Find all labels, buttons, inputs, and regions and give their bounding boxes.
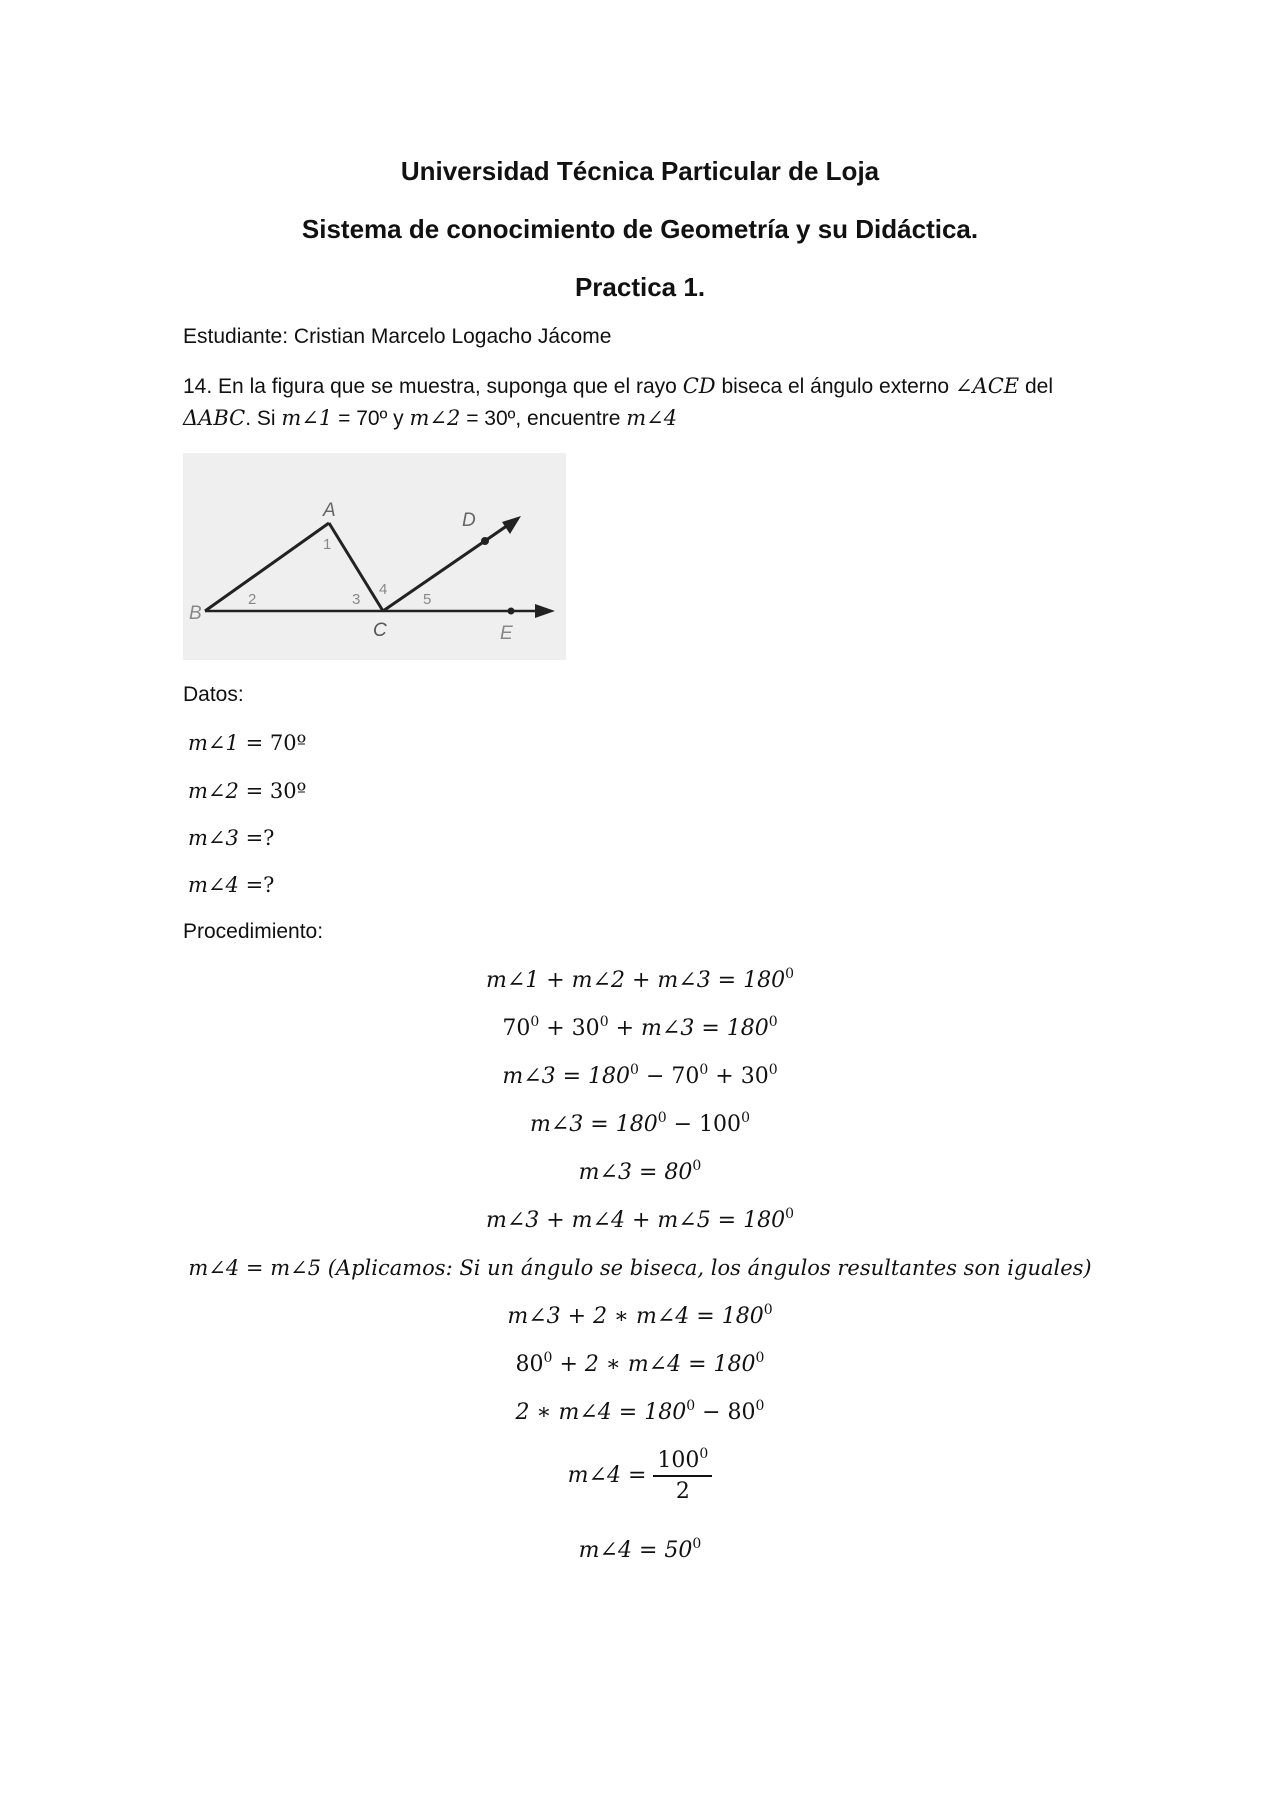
- problem-text-c: del: [1024, 375, 1053, 398]
- triangle-label: ΔABC: [183, 406, 246, 430]
- label-e: E: [500, 623, 513, 644]
- problem-statement-line-1: [183, 374, 1053, 399]
- eq-text: m∠3 + 2 ∗ m∠4 = 180: [507, 1304, 764, 1329]
- eq-text: m∠3 = 80: [578, 1160, 693, 1185]
- eq-text: 100: [657, 1448, 700, 1473]
- datum-lhs: m∠2: [188, 779, 239, 803]
- degree-sup: 0: [599, 1014, 609, 1030]
- eq-text: m∠4 = 50: [578, 1538, 693, 1563]
- ray-cd: [383, 523, 511, 611]
- angle-4-label: 4: [379, 581, 388, 598]
- eq-text: − 70: [638, 1064, 700, 1089]
- eq-text: + 2 ∗ m∠4 = 180: [552, 1352, 756, 1377]
- geometry-figure: [183, 453, 566, 660]
- datum-lhs: m∠1: [188, 731, 239, 755]
- angle-2-label: 2: [248, 591, 257, 608]
- degree-sup: 0: [686, 1398, 696, 1414]
- eq-text: 80: [515, 1352, 544, 1377]
- m2-label: m∠2: [409, 406, 461, 430]
- practice-title: Practica 1.: [574, 272, 706, 302]
- degree-sup: 0: [755, 1398, 765, 1414]
- problem-number: 14.: [183, 375, 213, 398]
- eq-text: + m∠3 = 180: [608, 1016, 769, 1041]
- arrow-d-icon: [502, 516, 521, 534]
- point-e-dot: [508, 608, 515, 615]
- procedimiento-label: Procedimiento:: [183, 920, 324, 943]
- angle-3-label: 3: [352, 591, 361, 608]
- label-b: B: [189, 603, 202, 624]
- equation-step-7: [0, 1256, 1280, 1280]
- degree-sup: 0: [785, 1206, 795, 1222]
- problem-text-b: biseca el ángulo externo: [721, 375, 950, 398]
- segment-ba: [205, 523, 332, 611]
- equation-step-8: [0, 1304, 1280, 1329]
- eq-text: m∠3 + m∠4 + m∠5 = 180: [485, 1208, 786, 1233]
- student-line: Estudiante: Cristian Marcelo Logacho Jácome: [183, 325, 612, 348]
- problem-text-f: , encuentre: [515, 407, 621, 430]
- angle-5-label: 5: [423, 591, 432, 608]
- equation-step-3: [0, 1064, 1280, 1089]
- equation-step-10: [0, 1400, 1280, 1425]
- datum-rhs: =?: [245, 873, 275, 897]
- datum-rhs: =?: [245, 826, 275, 850]
- triangle-diagram: [183, 453, 566, 660]
- angle-label: ∠ACE: [954, 374, 1020, 398]
- degree-sup: 0: [530, 1014, 540, 1030]
- arrow-e-icon: [535, 604, 555, 618]
- equation-step-1: [0, 968, 1280, 993]
- problem-text-d: . Si: [245, 407, 276, 430]
- datum-item: [188, 826, 274, 850]
- datos-label: Datos:: [183, 683, 244, 706]
- ray-label: CD: [682, 374, 716, 398]
- datum-item: [188, 779, 306, 803]
- datum-item: [188, 731, 306, 755]
- angle-1-label: 1: [323, 536, 332, 553]
- point-d-dot: [481, 537, 489, 545]
- label-d: D: [462, 510, 476, 531]
- datum-rhs: = 30º: [245, 779, 307, 803]
- eq-text: − 80: [695, 1400, 756, 1425]
- degree-sup: 0: [699, 1062, 709, 1078]
- degree-sup: 0: [699, 1446, 709, 1462]
- university-title: Universidad Técnica Particular de Loja: [400, 156, 880, 186]
- eq-text: m∠3 = 180: [530, 1112, 658, 1137]
- degree-sup: 0: [692, 1536, 702, 1552]
- eq-text: m∠1 + m∠2 + m∠3 = 180: [485, 968, 786, 993]
- eq-text: − 100: [666, 1112, 742, 1137]
- degree-sup: 0: [763, 1302, 773, 1318]
- m4-label: m∠4: [626, 406, 678, 430]
- degree-sup: 0: [630, 1062, 639, 1078]
- label-c: C: [373, 620, 387, 641]
- m2-value: = 30º: [466, 407, 516, 430]
- equation-step-2: [0, 1016, 1280, 1041]
- equation-step-12: [0, 1538, 1280, 1563]
- problem-statement-line-2: [183, 406, 677, 431]
- m1-label: m∠1: [281, 406, 333, 430]
- eq-text: m∠3 = 180: [502, 1064, 631, 1089]
- eq-text: + 30: [539, 1016, 600, 1041]
- degree-sup: 0: [768, 1062, 778, 1078]
- datum-lhs: m∠4: [188, 873, 239, 897]
- equation-step-5: [0, 1160, 1280, 1185]
- problem-text-e: y: [393, 407, 404, 430]
- equation-step-4: [0, 1112, 1280, 1137]
- eq-text: 70: [502, 1016, 531, 1041]
- degree-sup: 0: [692, 1158, 702, 1174]
- eq-text: + 30: [708, 1064, 769, 1089]
- equation-step-9: [0, 1352, 1280, 1377]
- eq-text: m∠4 =: [567, 1463, 647, 1488]
- fraction-numerator: [653, 1448, 712, 1477]
- label-a: A: [323, 500, 336, 521]
- eq-text: m∠4 = m∠5 (Aplicamos: Si un ángulo se biseca, los ángulos resultantes son iguales): [188, 1256, 1092, 1280]
- m1-value: = 70º: [338, 407, 388, 430]
- course-title: Sistema de conocimiento de Geometría y su Didáctica.: [301, 214, 979, 244]
- degree-sup: 0: [741, 1110, 750, 1126]
- degree-sup: 0: [785, 966, 795, 982]
- fraction-denominator: 2: [675, 1479, 690, 1504]
- fraction: [653, 1448, 712, 1504]
- problem-text-a: En la figura que se muestra, suponga que el rayo: [218, 375, 677, 398]
- eq-text: 2 ∗ m∠4 = 180: [515, 1400, 687, 1425]
- degree-sup: 0: [543, 1350, 553, 1366]
- datum-lhs: m∠3: [188, 826, 239, 850]
- equation-step-11: [0, 1448, 1280, 1504]
- degree-sup: 0: [657, 1110, 667, 1126]
- datum-item: [188, 873, 274, 897]
- degree-sup: 0: [768, 1014, 778, 1030]
- degree-sup: 0: [755, 1350, 765, 1366]
- equation-step-6: [0, 1208, 1280, 1233]
- datum-rhs: = 70º: [245, 731, 307, 755]
